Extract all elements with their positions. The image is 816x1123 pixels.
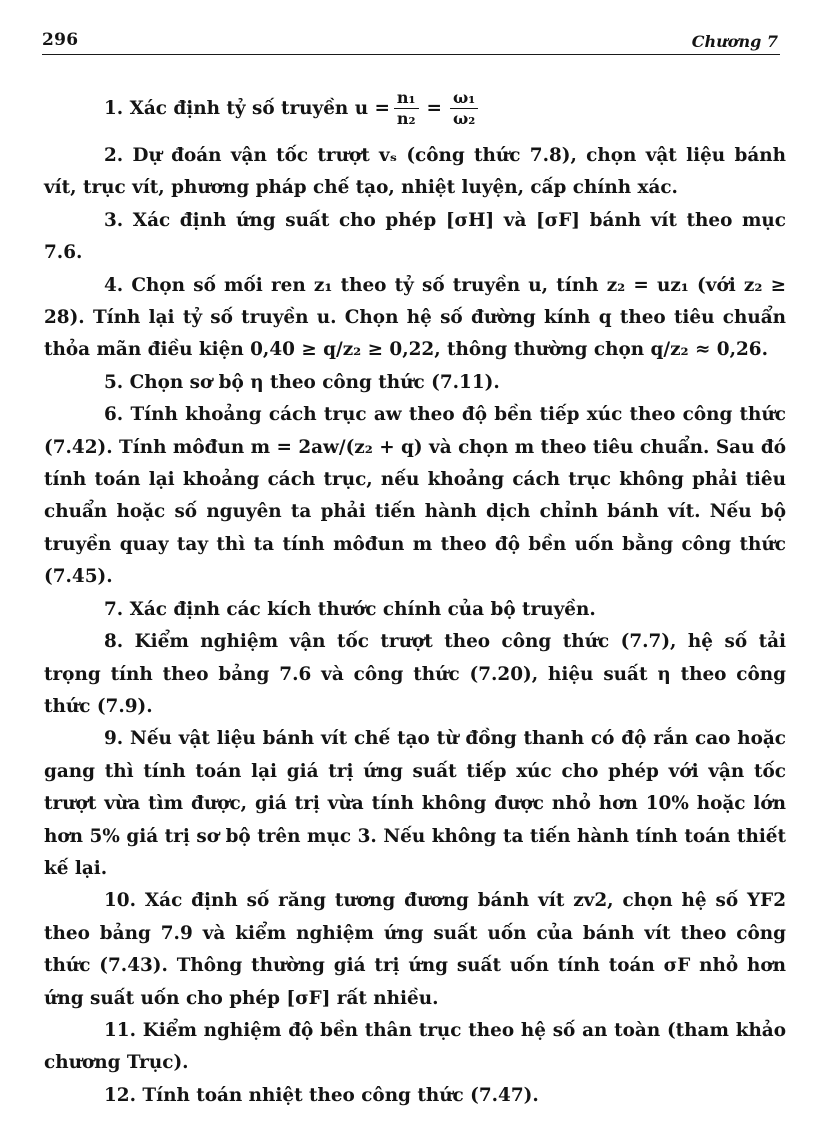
document-body	[44, 78, 786, 1112]
step-3: 3. Xác định ứng suất cho phép [σH] và [σF] bánh vít theo mục 7.6.	[44, 209, 786, 264]
header-divider	[42, 54, 780, 55]
fraction-denominator: ω₂	[452, 109, 476, 128]
fraction-numerator: ω₁	[450, 90, 478, 109]
page-header	[42, 28, 782, 56]
step-11: 11. Kiểm nghiệm độ bền thân trục theo hệ số an toàn (tham khảo chương Trục).	[44, 1019, 786, 1074]
step-5: 5. Chọn sơ bộ η theo công thức (7.11).	[104, 371, 500, 393]
angular-speed-fraction	[450, 90, 478, 128]
step-6: 6. Tính khoảng cách trục aw theo độ bền tiếp xúc theo công thức (7.42). Tính môđun m = 2aw/(z₂ + q) và chọn m theo tiêu chuẩn. Sau đó tính toán lại khoảng cách trục, nếu khoảng cách trục không phải tiêu chuẩn hoặc số nguyên ta phải tiến hành dịch chỉnh bánh vít. Nếu bộ truyền quay tay thì ta tính môđun m theo độ bền uốn bằng công thức (7.45).	[44, 404, 786, 588]
fraction-denominator: n₂	[396, 109, 416, 128]
step-2: 2. Dự đoán vận tốc trượt vₛ (công thức 7.8), chọn vật liệu bánh vít, trục vít, phương pháp chế tạo, nhiệt luyện, cấp chính xác.	[44, 145, 786, 199]
step-7: 7. Xác định các kích thước chính của bộ truyền.	[104, 598, 596, 620]
step-8: 8. Kiểm nghiệm vận tốc trượt theo công thức (7.7), hệ số tải trọng tính theo bảng 7.6 và công thức (7.20), hiệu suất η theo công thức (7.9).	[44, 631, 786, 717]
step-9: 9. Nếu vật liệu bánh vít chế tạo từ đồng thanh có độ rắn cao hoặc gang thì tính toán lại giá trị ứng suất tiếp xúc cho phép với vận tốc trượt vừa tìm được, giá trị vừa tính không được nhỏ hơn 10% hoặc lớn hơn 5% giá trị sơ bộ trên mục 3. Nếu không ta tiến hành tính toán thiết kế lại.	[44, 728, 786, 879]
step-4: 4. Chọn số mối ren z₁ theo tỷ số truyền u, tính z₂ = uz₁ (với z₂ ≥ 28). Tính lại tỷ số truyền u. Chọn hệ số đường kính q theo tiêu chuẩn thỏa mãn điều kiện 0,40 ≥ q/z₂ ≥ 0,22, thông thường chọn q/z₂ ≈ 0,26.	[44, 274, 786, 361]
speed-ratio-fraction	[394, 90, 419, 128]
fraction-numerator: n₁	[394, 90, 419, 109]
page-number: 296	[42, 30, 79, 50]
step-1	[44, 78, 786, 140]
equals-sign: =	[426, 97, 442, 119]
step-1-text: 1. Xác định tỷ số truyền u =	[104, 97, 390, 119]
step-12: 12. Tính toán nhiệt theo công thức (7.47).	[104, 1084, 539, 1106]
chapter-title: Chương 7	[691, 32, 778, 51]
step-10: 10. Xác định số răng tương đương bánh vít zv2, chọn hệ số YF2 theo bảng 7.9 và kiểm nghiệm ứng suất uốn của bánh vít theo công thức (7.43). Thông thường giá trị ứng suất uốn tính toán σF nhỏ hơn ứng suất uốn cho phép [σF] rất nhiều.	[44, 890, 786, 1009]
